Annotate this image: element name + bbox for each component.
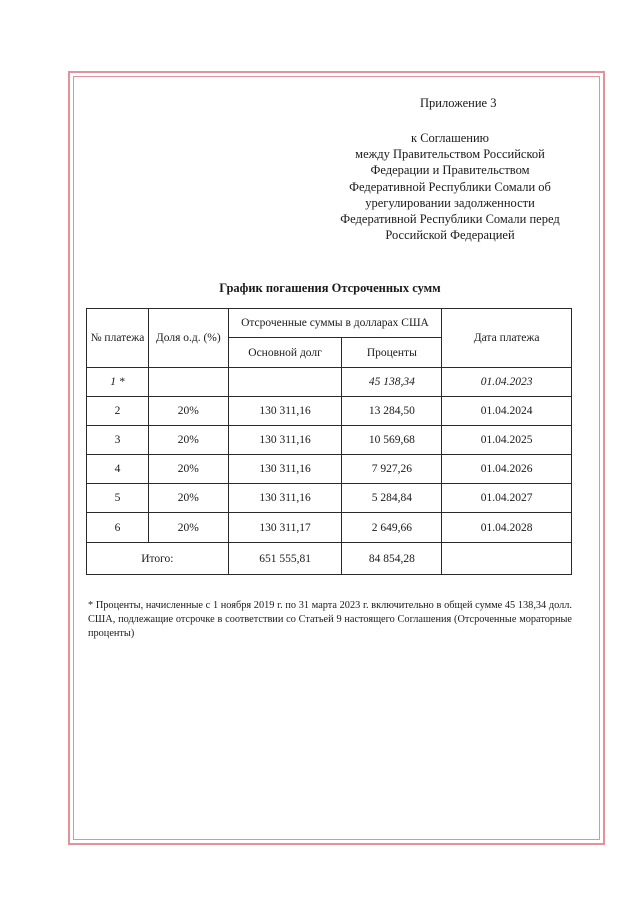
cell-share (148, 368, 228, 397)
table-row (87, 397, 572, 426)
cell-principal: 130 311,16 (228, 484, 342, 513)
cell-payment-no: 2 (87, 397, 149, 426)
cell-interest: 5 284,84 (342, 484, 442, 513)
table-row (87, 455, 572, 484)
cell-interest: 10 569,68 (342, 426, 442, 455)
header-interest: Проценты (342, 338, 442, 368)
cell-payment-no: 5 (87, 484, 149, 513)
header-payment-no: № платежа (87, 309, 149, 368)
cell-date: 01.04.2025 (442, 426, 572, 455)
cell-principal (228, 368, 342, 397)
cell-date: 01.04.2024 (442, 397, 572, 426)
cell-payment-no: 4 (87, 455, 149, 484)
table-row (87, 513, 572, 543)
cell-interest: 2 649,66 (342, 513, 442, 543)
agreement-line: урегулировании задолженности (365, 195, 535, 210)
header-principal: Основной долг (228, 338, 342, 368)
agreement-line: Российской Федерацией (385, 228, 515, 243)
cell-share: 20% (148, 426, 228, 455)
cell-principal: 130 311,16 (228, 397, 342, 426)
cell-principal: 130 311,17 (228, 513, 342, 543)
schedule-title: График погашения Отсроченных сумм (219, 281, 441, 295)
cell-principal: 130 311,16 (228, 426, 342, 455)
cell-payment-no: 1 * (87, 368, 149, 397)
agreement-line: Федеративной Республики Сомали об (349, 179, 551, 194)
header-payment-date: Дата платежа (442, 309, 572, 368)
cell-payment-no: 6 (87, 513, 149, 543)
total-date (442, 543, 572, 575)
appendix-label: Приложение 3 (420, 96, 497, 110)
cell-share: 20% (148, 513, 228, 543)
table-row (87, 484, 572, 513)
total-label: Итого: (87, 543, 229, 575)
payment-schedule-table (86, 308, 572, 575)
cell-interest: 13 284,50 (342, 397, 442, 426)
cell-interest: 7 927,26 (342, 455, 442, 484)
cell-principal: 130 311,16 (228, 455, 342, 484)
total-row (87, 543, 572, 575)
cell-date: 01.04.2026 (442, 455, 572, 484)
cell-date: 01.04.2023 (442, 368, 572, 397)
cell-date: 01.04.2027 (442, 484, 572, 513)
total-principal: 651 555,81 (228, 543, 342, 575)
cell-payment-no: 3 (87, 426, 149, 455)
cell-share: 20% (148, 397, 228, 426)
cell-share: 20% (148, 484, 228, 513)
cell-interest: 45 138,34 (342, 368, 442, 397)
table-row (87, 426, 572, 455)
agreement-line: Федерации и Правительством (370, 163, 530, 178)
total-interest: 84 854,28 (342, 543, 442, 575)
cell-date: 01.04.2028 (442, 513, 572, 543)
agreement-line: к Соглашению (411, 131, 489, 145)
footnote: * Проценты, начисленные с 1 ноября 2019 г. по 31 марта 2023 г. включительно в общей сумме 45 138,34 долл. США, подлежащие отсрочке в соответствии со Статьей 9 настоящего Соглашения (Отсроченные мораторные проценты) (88, 600, 572, 639)
table-row (87, 368, 572, 397)
agreement-line: между Правительством Российской (355, 147, 545, 162)
header-share: Доля о.д. (%) (148, 309, 228, 368)
agreement-reference (330, 130, 570, 243)
agreement-line: Федеративной Республики Сомали перед (340, 212, 560, 227)
header-deferred-amounts: Отсроченные суммы в долларах США (228, 309, 442, 338)
cell-share: 20% (148, 455, 228, 484)
